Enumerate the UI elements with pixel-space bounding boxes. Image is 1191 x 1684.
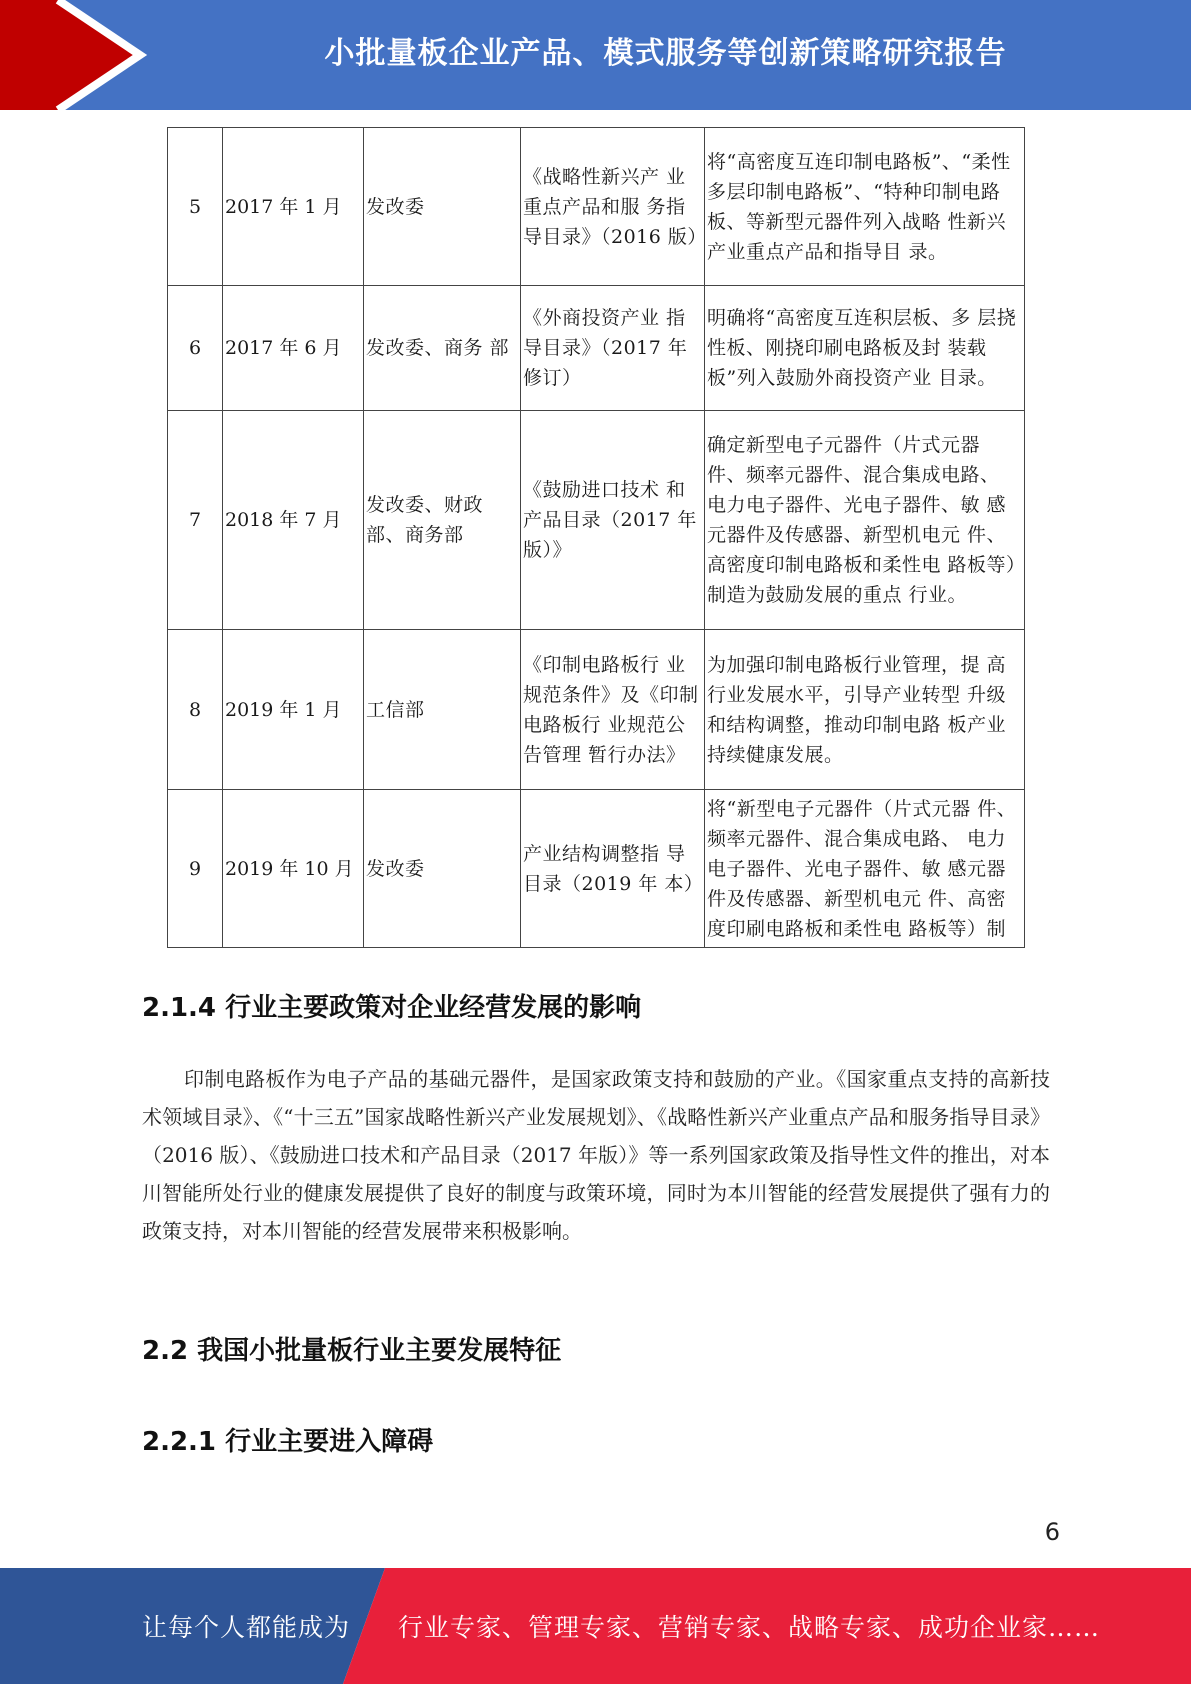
department: 发改委 <box>364 128 521 286</box>
policy-content: 将“高密度互连印制电路板”、“柔性多层印制电路板”、“特种印制电路板、等新型元器件列入战略 性新兴产业重点产品和指导目 录。 <box>705 128 1025 286</box>
policy-content: 明确将“高密度互连积层板、多 层挠性板、刚挠印刷电路板及封 装载板”列入鼓励外商投资产业 目录。 <box>705 286 1025 411</box>
issue-date: 2017 年 1 月 <box>223 128 364 286</box>
policy-table <box>167 127 1025 948</box>
department: 发改委 <box>364 790 521 948</box>
policy-document: 《外商投资产业 指导目录》（2017 年修订） <box>521 286 705 411</box>
table-row <box>168 411 1025 630</box>
department: 发改委、商务 部 <box>364 286 521 411</box>
issue-date: 2017 年 6 月 <box>223 286 364 411</box>
section-paragraph: 印制电路板作为电子产品的基础元器件，是国家政策支持和鼓励的产业。《国家重点支持的高新技术领域目录》、《“十三五”国家战略性新兴产业发展规划》、《战略性新兴产业重点产品和服务指导目录》（2016 版）、《鼓励进口技术和产品目录（2017 年版）》等一系列国家政策及指导性文件的推出，对本川智能所处行业的健康发展提供了良好的制度与政策环境，同时为本川智能的经营发展提供了强有力的政策支持，对本川智能的经营发展带来积极影响。 <box>142 1067 1050 1243</box>
page-footer <box>0 1568 1191 1684</box>
table-row <box>168 286 1025 411</box>
footer-slogan-left: 让每个人都能成为 <box>142 1613 351 1642</box>
row-number: 6 <box>168 286 223 411</box>
policy-document: 《印制电路板行 业规范条件》及《印制电路板行 业规范公告管理 暂行办法》 <box>521 630 705 790</box>
policy-content: 将“新型电子元器件（片式元器 件、频率元器件、混合集成电路、 电力电子器件、光电子器件、敏 感元器件及传感器、新型机电元 件、高密度印刷电路板和柔性电 路板等）制 <box>705 790 1025 948</box>
report-title: 小批量板企业产品、模式服务等创新策略研究报告 <box>324 36 1007 71</box>
policy-document: 《战略性新兴产 业重点产品和服 务指导目录》（2016 版） <box>521 128 705 286</box>
policy-content: 为加强印制电路板行业管理，提 高行业发展水平，引导产业转型 升级和结构调整，推动印制电路 板产业持续健康发展。 <box>705 630 1025 790</box>
section-heading-2-1-4: 2.1.4 行业主要政策对企业经营发展的影响 <box>142 993 642 1023</box>
issue-date: 2019 年 1 月 <box>223 630 364 790</box>
page-number: 6 <box>1044 1518 1060 1546</box>
row-number: 5 <box>168 128 223 286</box>
department: 工信部 <box>364 630 521 790</box>
footer-slogan-right: 行业专家、管理专家、营销专家、战略专家、成功企业家…… <box>398 1613 1101 1642</box>
table-row <box>168 630 1025 790</box>
row-number: 8 <box>168 630 223 790</box>
policy-content: 确定新型电子元器件（片式元器 件、频率元器件、混合集成电路、 电力电子器件、光电子器件、敏 感元器件及传感器、新型机电元 件、高密度印制电路板和柔性电 路板等）制造为鼓励发展的重点 行业。 <box>705 411 1025 630</box>
issue-date: 2019 年 10 月 <box>223 790 364 948</box>
table-row <box>168 790 1025 948</box>
issue-date: 2018 年 7 月 <box>223 411 364 630</box>
policy-document: 《鼓励进口技术 和产品目录（2017 年版）》 <box>521 411 705 630</box>
row-number: 9 <box>168 790 223 948</box>
page-header <box>0 0 1191 110</box>
section-heading-2-2: 2.2 我国小批量板行业主要发展特征 <box>142 1336 562 1366</box>
department: 发改委、财政部、商务部 <box>364 411 521 630</box>
policy-document: 产业结构调整指 导目录（2019 年 本） <box>521 790 705 948</box>
section-heading-2-2-1: 2.2.1 行业主要进入障碍 <box>142 1427 434 1457</box>
table-row <box>168 128 1025 286</box>
row-number: 7 <box>168 411 223 630</box>
